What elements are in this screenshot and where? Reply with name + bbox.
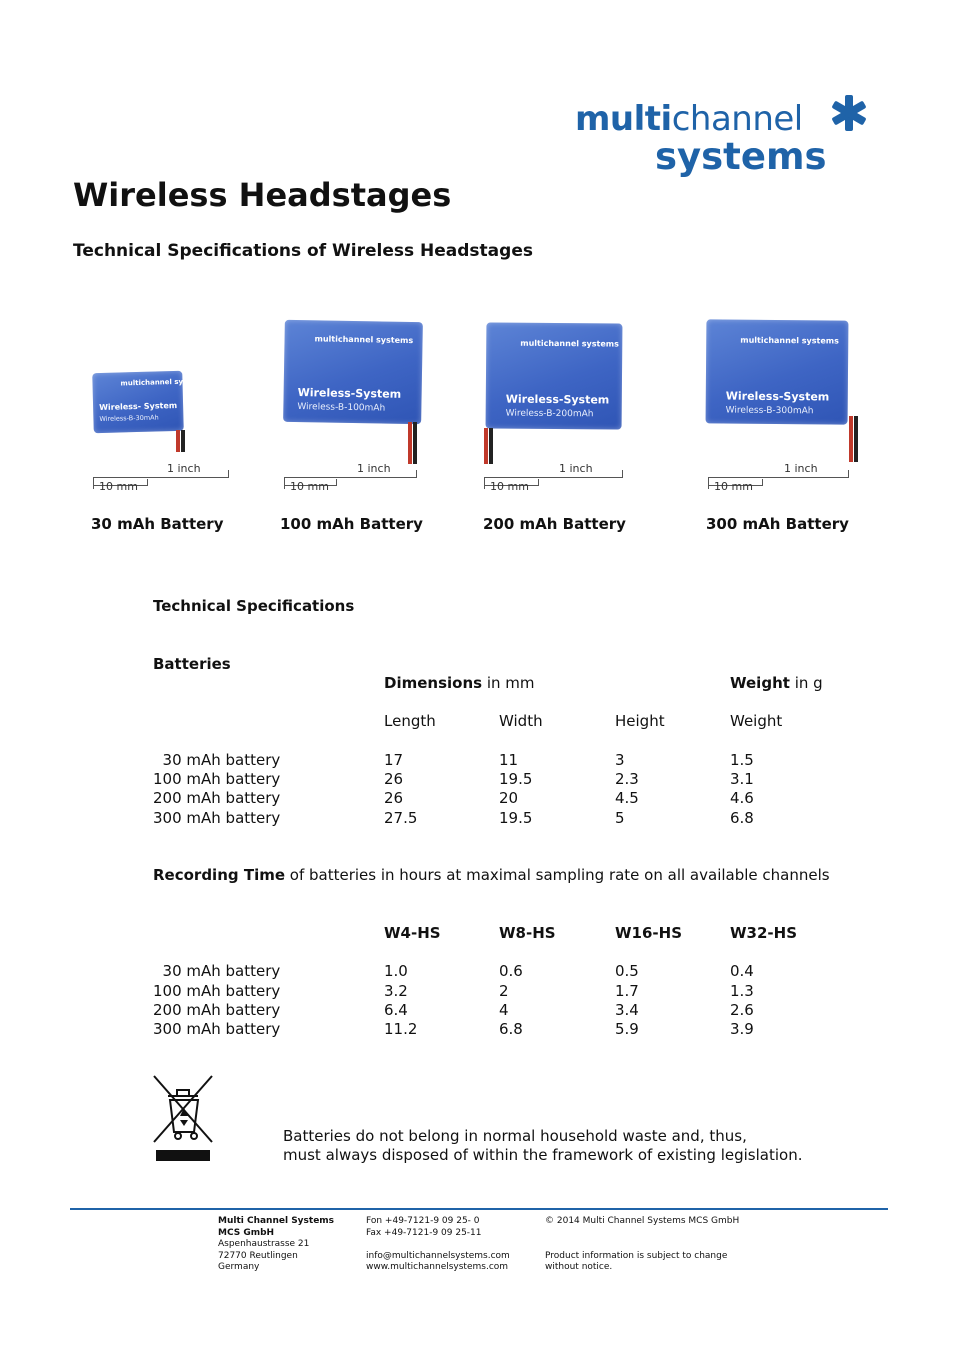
cell: 1.3	[730, 982, 754, 1000]
cell: 2.6	[730, 1001, 754, 1019]
cell: 3.9	[730, 1020, 754, 1038]
column-header: Length	[384, 712, 436, 730]
disposal-note-line-2: must always disposed of within the framework of existing legislation.	[283, 1146, 803, 1164]
cell: 3.4	[615, 1001, 639, 1019]
scale-ruler: 1 inch 10 mm	[708, 470, 853, 492]
website-link[interactable]: www.multichannelsystems.com	[366, 1262, 509, 1272]
cell: 6.8	[730, 809, 754, 827]
row-label: 300 mAh battery	[153, 1020, 281, 1038]
page-subtitle: Technical Specifications of Wireless Headstages	[73, 241, 533, 261]
scale-ruler: 1 inch 10 mm	[284, 470, 424, 492]
cell: 1.7	[615, 982, 639, 1000]
battery-caption: 30 mAh Battery	[91, 515, 224, 533]
battery-caption: 100 mAh Battery	[280, 515, 423, 533]
cell: 1.5	[730, 751, 754, 769]
company-logo	[575, 95, 875, 185]
cell: 0.4	[730, 962, 754, 980]
cell: 4.6	[730, 789, 754, 807]
cell: 20	[499, 789, 519, 807]
scale-ruler: 1 inch 10 mm	[484, 470, 624, 492]
asterisk-logo-icon	[829, 93, 869, 133]
row-label: 100 mAh battery	[153, 770, 281, 788]
battery-image-300mah: multichannel systems Wireless-System Wireless-B-300mAh	[703, 316, 863, 468]
footer-legal: © 2014 Multi Channel Systems MCS GmbH Product information is subject to change without notice.	[545, 1216, 740, 1272]
cell: 6.8	[499, 1020, 523, 1038]
battery-image-30mah: multichannel systems Wireless- System Wireless-B-30mAh	[90, 370, 230, 495]
cell: 5.9	[615, 1020, 639, 1038]
cell: 2	[499, 982, 509, 1000]
footer-divider	[70, 1208, 888, 1210]
column-header: W32-HS	[730, 924, 798, 942]
disposal-note-line-1: Batteries do not belong in normal household waste and, thus,	[283, 1127, 747, 1145]
column-header: Height	[615, 712, 665, 730]
column-header: W4-HS	[384, 924, 441, 942]
footer-contact: Fon +49-7121-9 09 25- 0 Fax +49-7121-9 09 25-11 info@multichannelsystems.com www.multichannelsystems.com	[366, 1216, 510, 1272]
column-header: W16-HS	[615, 924, 683, 942]
cell: 2.3	[615, 770, 639, 788]
column-header: W8-HS	[499, 924, 556, 942]
cell: 4	[499, 1001, 509, 1019]
cell: 3	[615, 751, 625, 769]
cell: 11.2	[384, 1020, 418, 1038]
battery-image-200mah: multichannel systems Wireless-System Wireless-B-200mAh	[480, 320, 630, 470]
logo-line-1: multichannel	[575, 99, 803, 139]
cell: 27.5	[384, 809, 418, 827]
battery-image-100mah: multichannel systems Wireless-System Wireless-B-100mAh	[278, 318, 423, 468]
cell: 0.6	[499, 962, 523, 980]
battery-caption: 300 mAh Battery	[706, 515, 849, 533]
row-label: 30 mAh battery	[153, 751, 281, 769]
cell: 4.5	[615, 789, 639, 807]
column-header: Weight	[730, 712, 783, 730]
cell: 19.5	[499, 770, 533, 788]
cell: 19.5	[499, 809, 533, 827]
battery-caption: 200 mAh Battery	[483, 515, 626, 533]
cell: 6.4	[384, 1001, 408, 1019]
scale-ruler: 1 inch 10 mm	[93, 470, 233, 492]
crossed-out-wheelie-bin-icon	[150, 1074, 216, 1164]
row-label: 200 mAh battery	[153, 789, 281, 807]
row-label: 30 mAh battery	[153, 962, 281, 980]
row-label: 100 mAh battery	[153, 982, 281, 1000]
cell: 17	[384, 751, 404, 769]
footer-address: Multi Channel Systems MCS GmbH Aspenhaustrasse 21 72770 Reutlingen Germany	[218, 1216, 335, 1272]
row-label: 300 mAh battery	[153, 809, 281, 827]
cell: 0.5	[615, 962, 639, 980]
section-heading: Technical Specifications	[153, 597, 355, 615]
cell: 26	[384, 789, 404, 807]
cell: 3.1	[730, 770, 754, 788]
dimensions-header: Dimensions in mm	[384, 674, 535, 692]
batteries-heading: Batteries	[153, 655, 231, 673]
cell: 1.0	[384, 962, 408, 980]
cell: 26	[384, 770, 404, 788]
email-link[interactable]: info@multichannelsystems.com	[366, 1250, 510, 1261]
weight-header: Weight in g	[730, 674, 823, 692]
cell: 3.2	[384, 982, 408, 1000]
logo-line-2: systems	[655, 135, 827, 178]
page-title: Wireless Headstages	[73, 176, 452, 214]
cell: 11	[499, 751, 519, 769]
row-label: 200 mAh battery	[153, 1001, 281, 1019]
column-header: Width	[499, 712, 543, 730]
recording-time-intro: Recording Time of batteries in hours at maximal sampling rate on all available channels	[153, 866, 830, 884]
cell: 5	[615, 809, 625, 827]
